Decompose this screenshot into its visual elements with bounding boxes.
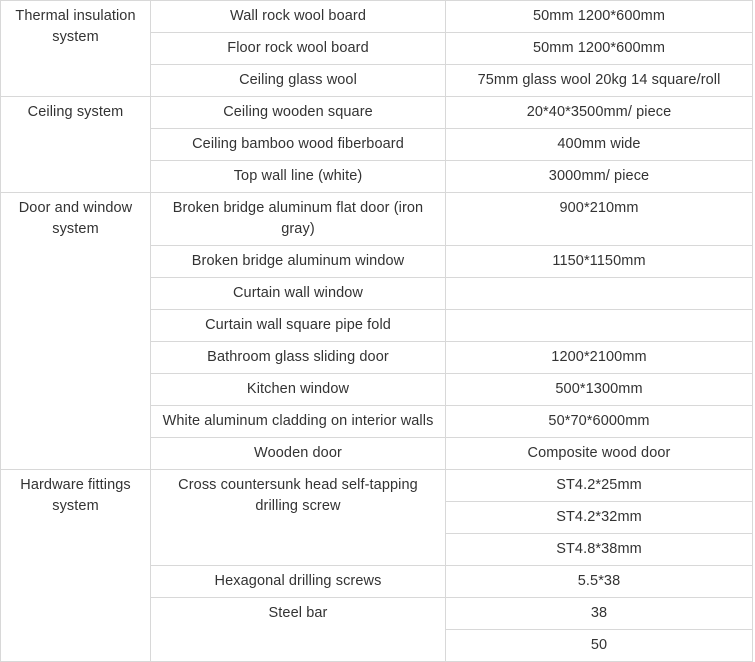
item-spec-cell: 50mm 1200*600mm <box>446 33 753 65</box>
item-name-cell: Bathroom glass sliding door <box>151 342 446 374</box>
item-name-cell: Wooden door <box>151 438 446 470</box>
item-spec-cell: 38 <box>446 598 753 630</box>
item-name-cell: Cross countersunk head self-tapping drilling screw <box>151 470 446 566</box>
item-name-cell: White aluminum cladding on interior walls <box>151 406 446 438</box>
category-cell: Ceiling system <box>1 97 151 193</box>
item-spec-cell: 5.5*38 <box>446 566 753 598</box>
item-name-cell: Curtain wall square pipe fold <box>151 310 446 342</box>
item-spec-cell: 3000mm/ piece <box>446 161 753 193</box>
item-spec-cell: 50mm 1200*600mm <box>446 1 753 33</box>
item-spec-cell: 50*70*6000mm <box>446 406 753 438</box>
table-row <box>1 470 753 502</box>
item-spec-cell: ST4.2*32mm <box>446 502 753 534</box>
table-row <box>1 97 753 129</box>
item-spec-cell: 1150*1150mm <box>446 246 753 278</box>
category-cell: Hardware fittings system <box>1 470 151 662</box>
item-spec-cell: 1200*2100mm <box>446 342 753 374</box>
spec-table-body <box>1 1 753 662</box>
item-name-cell: Broken bridge aluminum flat door (iron gray) <box>151 193 446 246</box>
item-spec-cell <box>446 310 753 342</box>
item-spec-cell: 900*210mm <box>446 193 753 246</box>
item-name-cell: Hexagonal drilling screws <box>151 566 446 598</box>
item-name-cell: Broken bridge aluminum window <box>151 246 446 278</box>
item-name-cell: Ceiling wooden square <box>151 97 446 129</box>
item-name-cell: Curtain wall window <box>151 278 446 310</box>
category-cell: Thermal insulation system <box>1 1 151 97</box>
item-spec-cell: 400mm wide <box>446 129 753 161</box>
item-spec-cell: 500*1300mm <box>446 374 753 406</box>
table-row <box>1 1 753 33</box>
item-spec-cell: ST4.2*25mm <box>446 470 753 502</box>
item-name-cell: Floor rock wool board <box>151 33 446 65</box>
item-name-cell: Wall rock wool board <box>151 1 446 33</box>
item-spec-cell: 50 <box>446 630 753 662</box>
item-name-cell: Ceiling glass wool <box>151 65 446 97</box>
item-spec-cell <box>446 278 753 310</box>
category-cell: Door and window system <box>1 193 151 470</box>
item-spec-cell: Composite wood door <box>446 438 753 470</box>
item-spec-cell: 75mm glass wool 20kg 14 square/roll <box>446 65 753 97</box>
item-name-cell: Steel bar <box>151 598 446 662</box>
item-name-cell: Ceiling bamboo wood fiberboard <box>151 129 446 161</box>
table-row <box>1 193 753 246</box>
item-name-cell: Kitchen window <box>151 374 446 406</box>
item-spec-cell: 20*40*3500mm/ piece <box>446 97 753 129</box>
item-name-cell: Top wall line (white) <box>151 161 446 193</box>
item-spec-cell: ST4.8*38mm <box>446 534 753 566</box>
